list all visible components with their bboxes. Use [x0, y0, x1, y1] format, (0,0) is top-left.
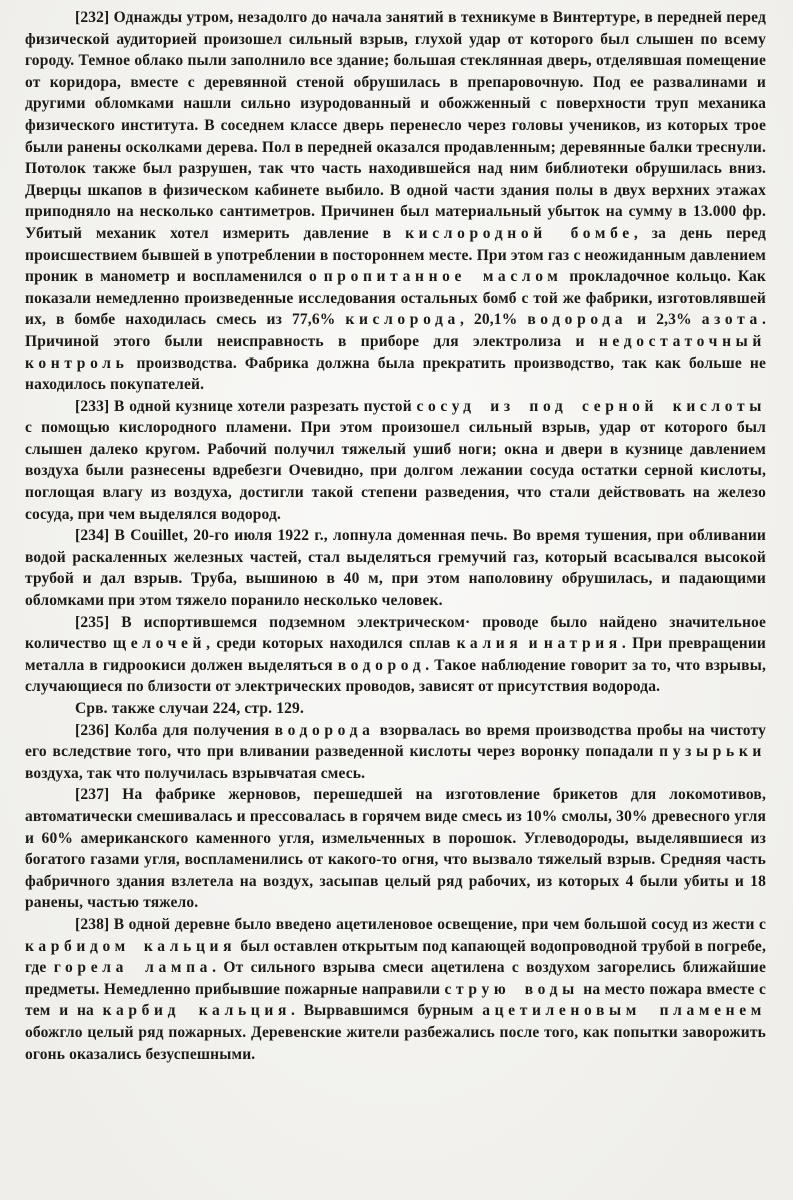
body-text: , среди которых находился сплав — [206, 635, 457, 653]
body-text: . Такое наблюдение говорит за то, что взрывы, случающиеся по близости от электрических проводов, зависят от присутствия водорода. — [25, 656, 766, 696]
emphasized-spaced-text: сосуд из под серной кислоты — [416, 397, 766, 415]
paragraph-232 — [25, 7, 766, 396]
emphasized-spaced-text: пропитанное маслом — [323, 268, 563, 286]
emphasized-spaced-text: натрия — [543, 635, 622, 653]
emphasized-spaced-text: карбид кальция — [102, 1002, 291, 1020]
emphasized-spaced-text: струю воды — [444, 980, 579, 998]
body-text: и 2,3% — [627, 311, 702, 329]
body-text: [238] В одной деревне было введено ацетиленовое освещение, при чем большой сосуд из жести с — [75, 915, 766, 933]
body-text: обожгло целый ряд пожарных. Деревенские жители разбежались после того, как попытки заворожить огонь оказались безуспешными. — [25, 1023, 766, 1063]
body-text: Срв. также случаи 224, стр. 129. — [75, 700, 304, 717]
paragraph-233 — [25, 396, 766, 526]
body-text: , 20,1% — [459, 311, 528, 329]
body-text: . При превращении металла в гидроокиси должен выделяться — [25, 635, 766, 674]
paragraph-237 — [25, 784, 766, 914]
body-text: и — [522, 635, 544, 653]
emphasized-spaced-text: азота — [701, 311, 762, 329]
body-text: [235] В испортившемся подземном электрическом· проводе было найдено значительное количество — [25, 613, 766, 653]
body-text: на место пожара вместе с тем и на — [25, 980, 766, 1020]
body-text: . Вырвавшимся бурным — [290, 1002, 483, 1020]
body-text: . Причиной этого были неисправность в приборе для электролиза и — [25, 311, 766, 350]
paragraph-238 — [25, 914, 766, 1065]
emphasized-spaced-text: калия — [456, 635, 523, 653]
emphasized-spaced-text: ацетиленовым пламенем — [482, 1002, 766, 1020]
body-text: [237] На фабрике жерновов, перешедшей на изготовление брикетов для локомотивов, автоматически смешивалась и прессовалась в горячем виде смесь из 10% смолы, 30% древесного угля и 60% американского каменного угля, измельченных в порошок. Углеводороды, выделявшиеся из богатого газами угля, воспламенились от какого-то огня, что вызвало тяжелый взрыв. Средняя часть фабричного здания взлетела на воздух, засыпав целый ряд рабочих, из которых 4 были убиты и 18 ранены, частью тяжело. — [25, 786, 766, 912]
body-text: . От сильного взрыва смеси ацетилена с воздухом загорелись ближайшие предметы. Немедленно прибывшие пожарные направили — [25, 959, 767, 998]
body-text: [233] В одной кузнице хотели разрезать пустой — [75, 397, 417, 415]
body-text: , за день перед происшествием бывшей в употреблении в постороннем месте. При этом газ с неожиданным давлением проник в манометр и воспламенился о — [25, 224, 766, 286]
emphasized-spaced-text: кислородной бомбе — [405, 224, 634, 242]
body-text: [232] Однажды утром, незадолго до начала занятий в техникуме в Винтертуре, в передней перед физической аудиторией произошел сильный взрыв, глухой удар от которого был слышен по всему городу. Темное облако пыли заполнило все здание; большая стеклянная дверь, отделявшая помещение от коридора, вместе с деревянной стеной обрушилась в препаровочную. Под ее развалинами и другими обломками нашли сильно изуродованный и обожженный с поверхности труп механика физического института. В соседнем классе дверь перенесло через головы учеников, из которых трое были ранены осколками дерева. Пол в передней оказался продавленным; деревянные балки треснули. Потолок также был разрушен, так что часть находившейся над ним библиотеки обрушилась вниз. Дверцы шкапов в физическом кабинете выбило. В одной части здания полы в двух верхних этажах приподняло на несколько сантиметров. Причинен был материальный убыток на сумму в 13.000 фр. Убитый механик хотел измерить давление в — [25, 9, 766, 242]
body-text: производства. Фабрика должна была прекратить производство, так как больше не находилось покупателей. — [25, 354, 766, 394]
body-text: [234] В Couillet, 20-го июля 1922 г., лопнула доменная печь. Во время тушения, при обливании водой раскаленных железных частей, стал выделяться гремучий газ, который всасывался высокой трубой и дал взрыв. Труба, вышиною в 40 м, при этом наполовину обрушилась, и падающими обломками при этом тяжело поранило несколько человек. — [25, 527, 766, 610]
emphasized-spaced-text: водорода — [274, 721, 375, 739]
body-text: был оставлен открытым под капающей водопроводной трубой в погребе, где — [25, 937, 766, 977]
emphasized-spaced-text: пузырьки — [659, 743, 766, 761]
body-text: [236] Колба для получения — [75, 721, 275, 739]
emphasized-spaced-text: кислорода — [345, 311, 460, 329]
paragraph-235 — [25, 612, 766, 698]
page-text-block — [25, 7, 766, 1065]
paragraph-236 — [25, 720, 766, 785]
body-text: прокладочное кольцо. Как показали немедленно произведенные исследования остальных бомб с той же фабрики, изготовлявшей их, в бомбе находилась смесь из 77,6% — [25, 268, 766, 329]
emphasized-spaced-text: карбидом кальция — [25, 937, 237, 955]
paragraph-cross-reference — [25, 698, 766, 720]
emphasized-spaced-text: водород — [337, 656, 426, 674]
emphasized-spaced-text: недостаточный контроль — [25, 332, 766, 372]
emphasized-spaced-text: горела лампа — [53, 959, 213, 977]
paragraph-234 — [25, 525, 766, 611]
emphasized-spaced-text: водорода — [527, 311, 628, 329]
body-text: воздуха, так что получилась взрывчатая смесь. — [25, 764, 366, 782]
emphasized-spaced-text: щелочей — [112, 635, 207, 653]
body-text: взорвалась во время производства пробы на чистоту его вследствие того, что при вливании разведенной кислоты через воронку попадали — [25, 721, 766, 761]
body-text: с помощью кислородного пламени. При этом произошел сильный взрыв, удар от которого был слышен далеко кругом. Рабочий получил тяжелый ушиб ноги; окна и двери в кузнице давлением воздуха были разнесены вдребезги Очевидно, при долгом лежании сосуда остатки серной кислоты, поглощая влагу из воздуха, достигли такой степени разведения, что стали действовать на железо сосуда, при чем выделялся водород. — [25, 419, 766, 523]
